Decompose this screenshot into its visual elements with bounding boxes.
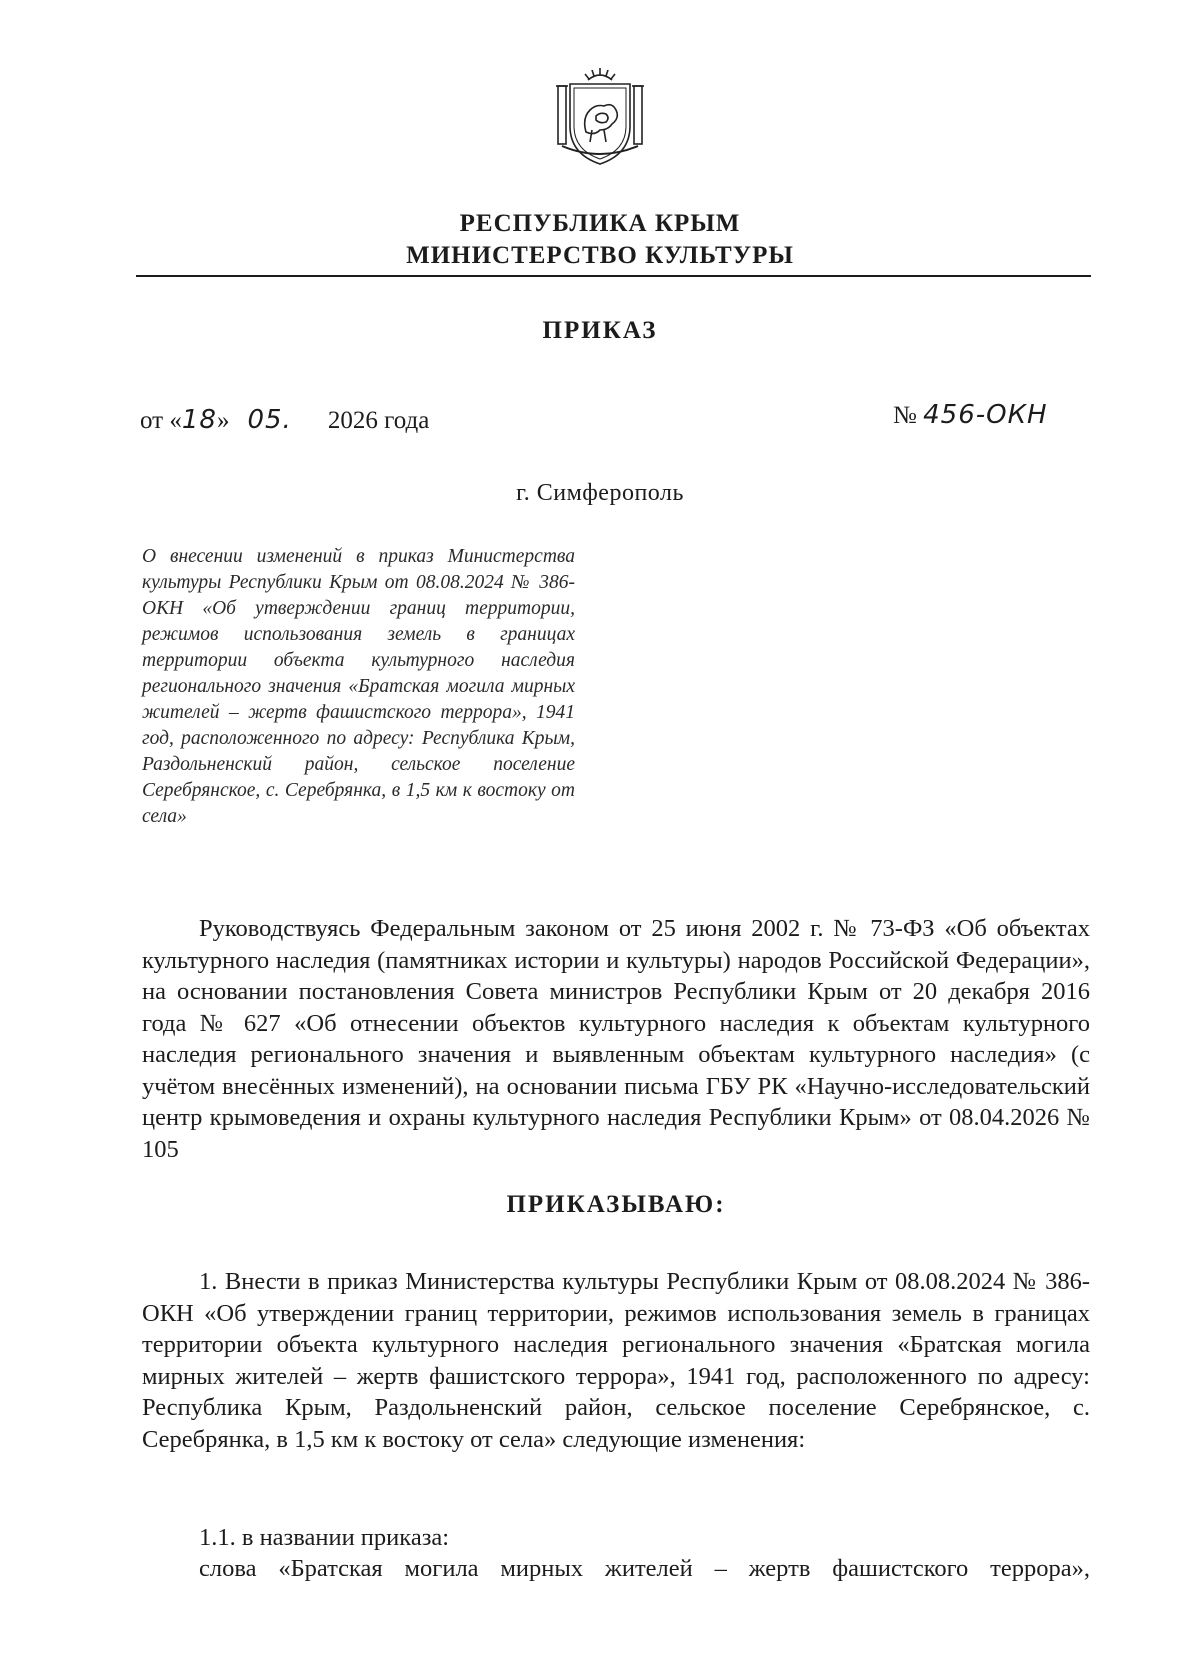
preamble-paragraph: Руководствуясь Федеральным законом от 25 июня 2002 г. № 73-ФЗ «Об объектах культурного наследия (памятниках истории и культуры) народов Российской Федерации», на основании постановления Совета министров Республики Крым от 20 декабря 2016 года № 627 «Об отнесении объектов культурного наследия к объектам культурного наследия регионального значения и выявленным объектам культурного наследия» (с учётом внесённых изменений), на основании письма ГБУ РК «Научно-исследовательский центр крымоведения и охраны культурного наследия Республики Крым» от 08.04.2026 № 105 [142,915,1090,1163]
date-quote-close: » [216,407,230,434]
ministry-name: МИНИСТЕРСТВО КУЛЬТУРЫ [406,242,794,269]
order-date [140,405,429,435]
number-value: 456-ОКН [923,400,1048,430]
order-title: ПРИКАЗ [542,317,658,344]
order-subject: О внесении изменений в приказ Министерства культуры Республики Крым от 08.08.2024 № 386-ОКН «Об утверждении границ территории, режимов использования земель в границах территории объекта культурного наследия регионального значения «Братская могила мирных жителей – жертв фашистского террора», 1941 год, расположенного по адресу: Республика Крым, Раздольненский район, сельское поселение Серебрянское, с. Серебрянка, в 1,5 км к востоку от села» [142,546,575,827]
order-number [893,400,1048,430]
item-1-paragraph: 1. Внести в приказ Министерства культуры Республики Крым от 08.08.2024 № 386-ОКН «Об утверждении границ территории, режимов использования земель в границах территории объекта культурного наследия регионального значения «Братская могила мирных жителей – жертв фашистского террора», 1941 год, расположенного по адресу: Республика Крым, Раздольненский район, сельское поселение Серебрянское, с. Серебрянка, в 1,5 км к востоку от села» следующие изменения: [142,1268,1090,1453]
number-prefix: № [893,402,917,429]
date-day: 18 [181,405,217,435]
header-divider [136,275,1091,277]
date-month: 05. [247,405,292,435]
item-1-1-heading: 1.1. в названии приказа: [199,1524,450,1551]
republic-name: РЕСПУБЛИКА КРЫМ [459,210,741,237]
item-1-1-text: слова «Братская могила мирных жителей – жертв фашистского террора», [199,1555,1090,1582]
date-year: 2026 года [327,407,430,434]
city: г. Симферополь [516,480,684,506]
directive-heading: ПРИКАЗЫВАЮ: [506,1191,726,1218]
date-prefix: от « [140,407,182,434]
crimea-coat-of-arms-icon [552,66,648,168]
